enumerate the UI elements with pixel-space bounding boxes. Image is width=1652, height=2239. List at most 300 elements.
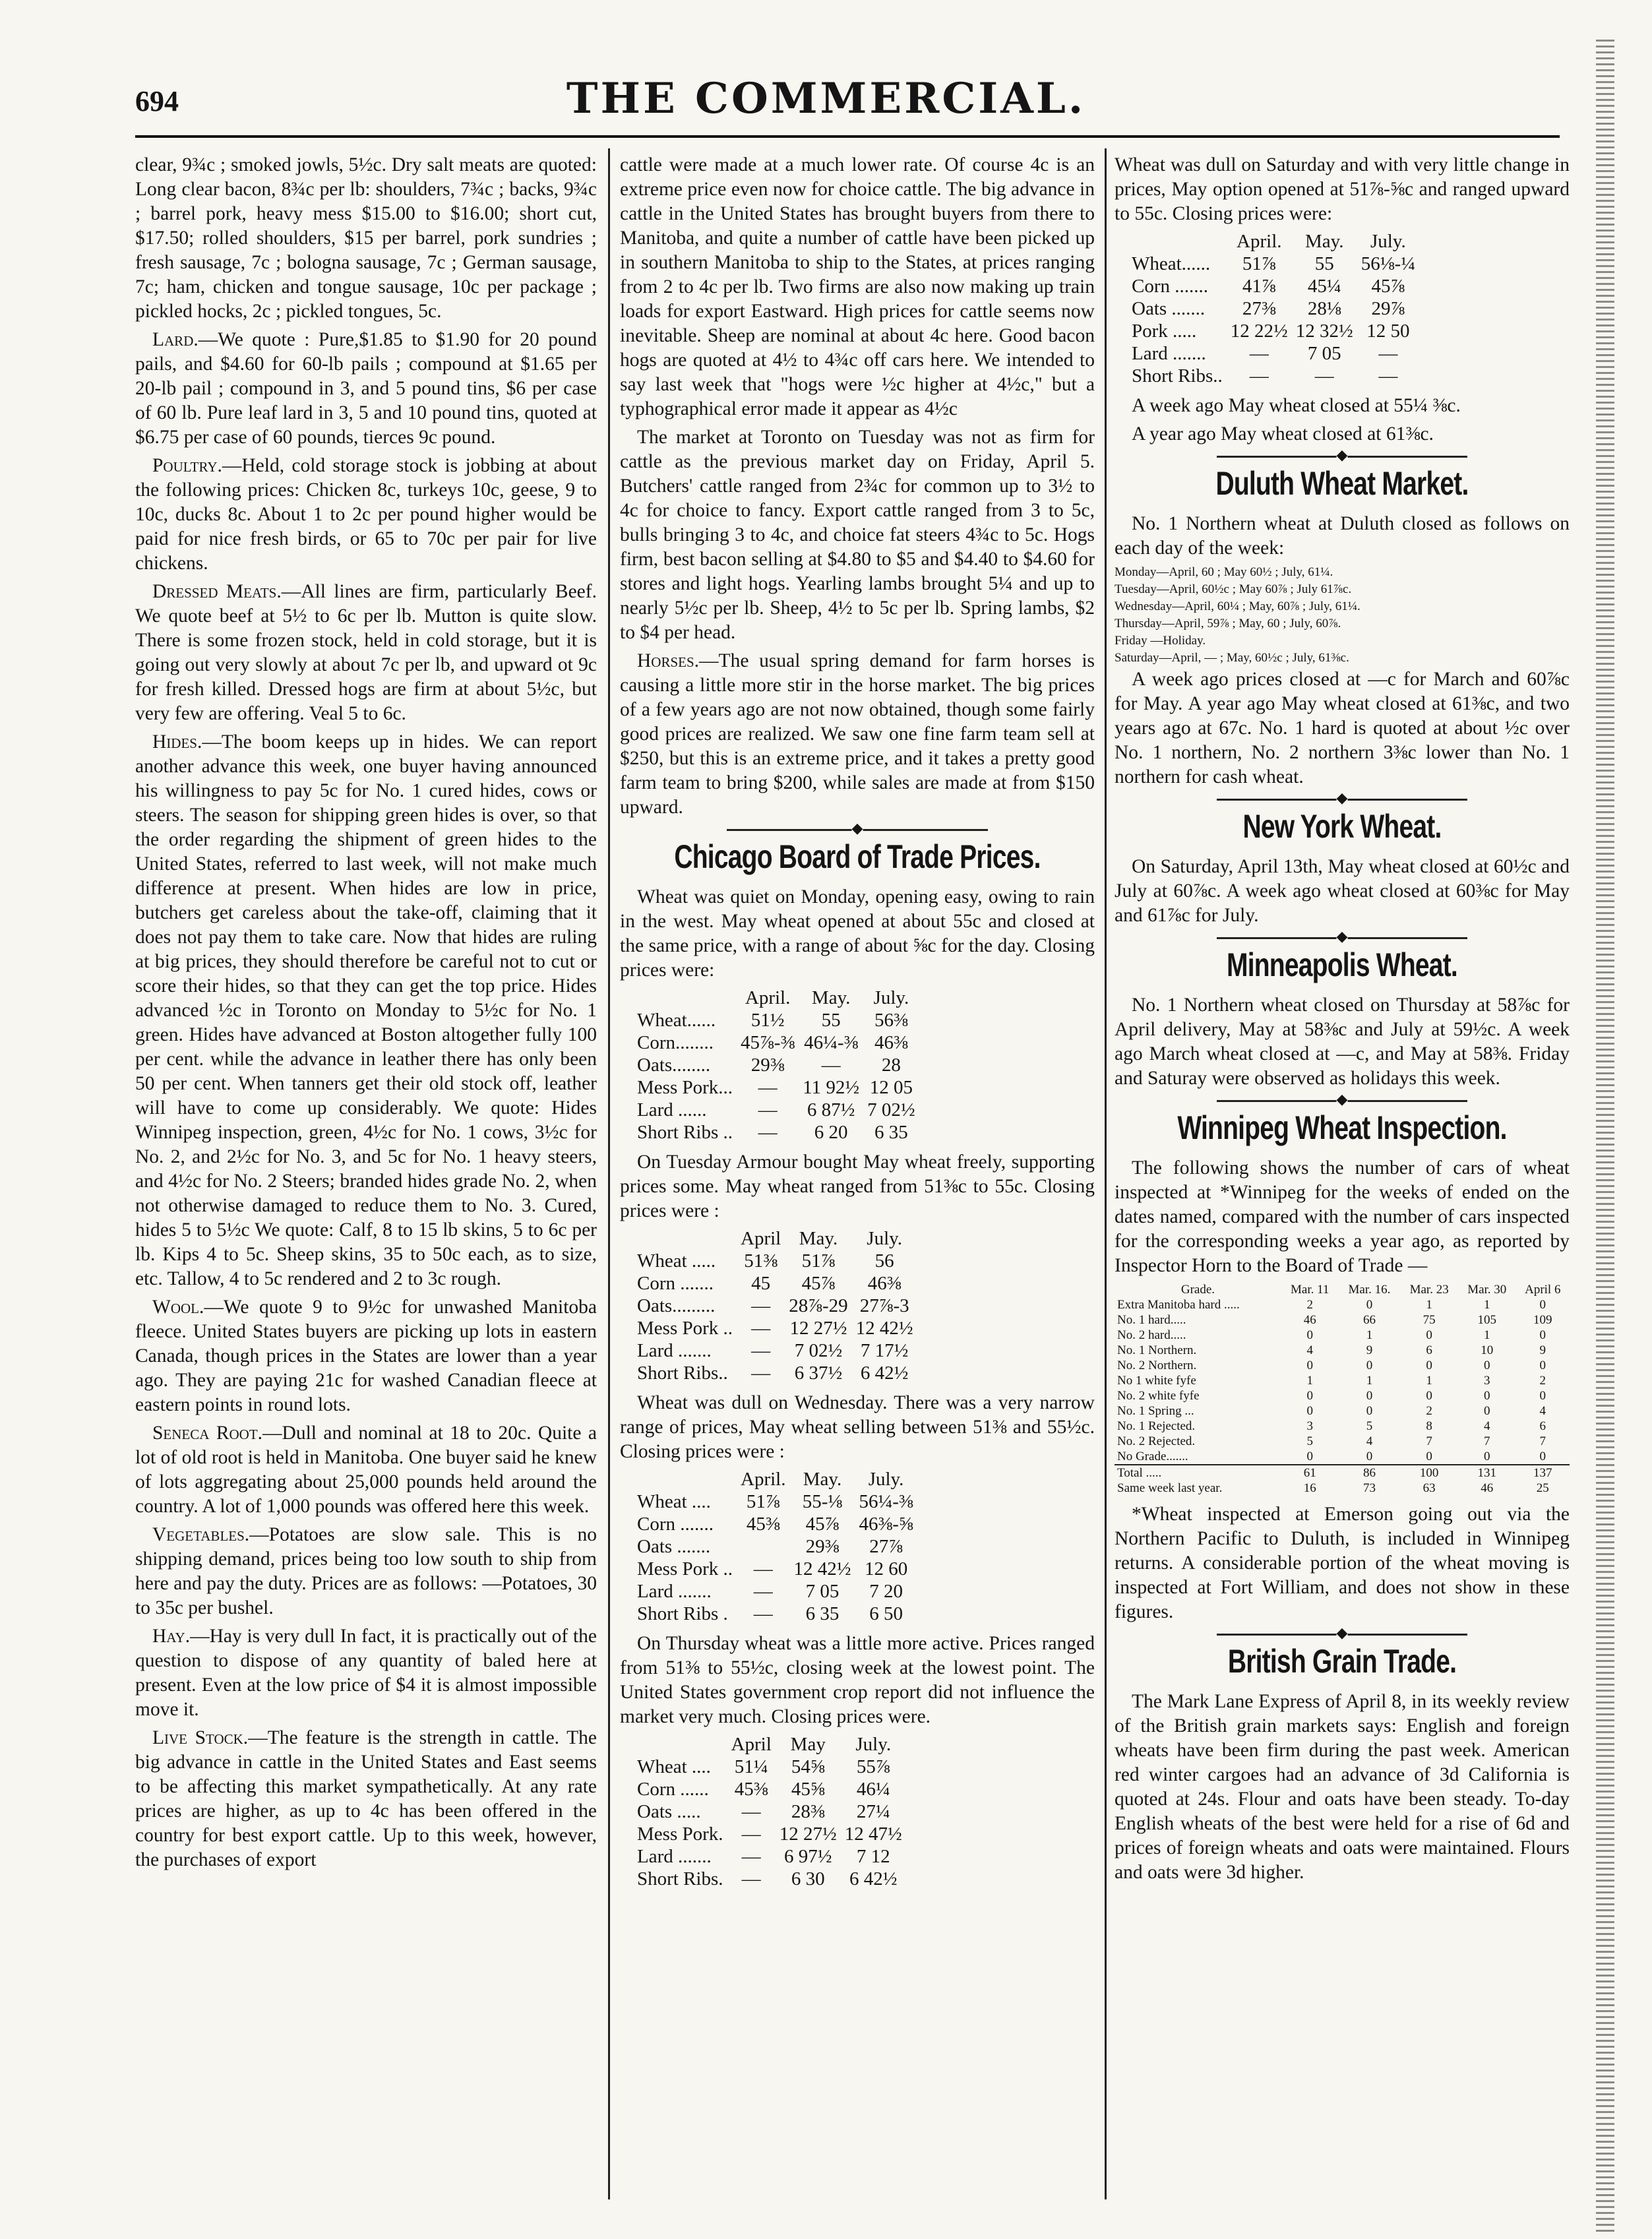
price-cell: — xyxy=(741,1801,761,1822)
commodity-label: Corn........ xyxy=(637,1032,714,1053)
grade-label: No. 1 Spring ... xyxy=(1117,1404,1194,1418)
price-cell: 51½ xyxy=(750,1010,785,1031)
column-header: July. xyxy=(868,1469,904,1490)
table-row xyxy=(637,1031,923,1054)
table-header-row xyxy=(637,987,923,1009)
table-row xyxy=(637,1362,921,1384)
column-header: July. xyxy=(1370,231,1406,252)
price-cell: — xyxy=(1378,365,1398,386)
price-cell: 46¼-⅜ xyxy=(804,1032,859,1053)
paragraph: On Tuesday Armour bought May wheat freely, supporting prices some. May wheat ranged from 51⅜c to 55c. Closing prices were : xyxy=(620,1151,1095,1221)
price-cell: 28⅜ xyxy=(791,1801,825,1822)
section-separator xyxy=(1217,456,1467,458)
price-cell: 6 87½ xyxy=(807,1099,855,1120)
price-cell: 56¼-⅜ xyxy=(859,1491,913,1512)
paragraph: A year ago May wheat closed at 61⅜c. xyxy=(1132,423,1434,445)
heading-british: British Grain Trade. xyxy=(1227,1643,1457,1680)
price-cell: 12 22½ xyxy=(1230,321,1288,342)
commodity-label: Mess Pork .. xyxy=(637,1318,733,1339)
price-cell: 6 37½ xyxy=(794,1363,843,1384)
price-cell: 45⅜ xyxy=(746,1514,780,1535)
column-header: Mar. 30 xyxy=(1467,1283,1507,1297)
price-cell: 7 05 xyxy=(1307,343,1341,364)
table-row xyxy=(637,1121,923,1144)
price-cell: 46⅜ xyxy=(874,1032,908,1053)
car-count: 3 xyxy=(1484,1374,1490,1388)
price-cell: 12 50 xyxy=(1366,321,1410,342)
table-row xyxy=(637,1317,921,1339)
car-count: 2 xyxy=(1306,1298,1313,1312)
car-count: 0 xyxy=(1306,1404,1313,1418)
commodity-label: Corn ....... xyxy=(1132,276,1208,297)
paragraph-poultry xyxy=(135,454,597,576)
grade-label: No. 2 Rejected. xyxy=(1117,1434,1196,1448)
table-row xyxy=(637,1868,910,1890)
section-separator xyxy=(1217,799,1467,801)
table-row xyxy=(1115,1465,1570,1481)
commodity-label: Lard ....... xyxy=(637,1846,712,1867)
car-count: 1 xyxy=(1366,1328,1373,1342)
price-table-saturday xyxy=(1132,230,1423,387)
price-cell: — xyxy=(821,1055,841,1076)
grade-label: Same week last year. xyxy=(1117,1481,1223,1495)
column-header: Mar. 23 xyxy=(1409,1283,1449,1297)
column-header xyxy=(637,1733,731,1756)
price-cell: 27⅜ xyxy=(1242,298,1276,319)
commodity-label: Short Ribs.. xyxy=(637,1363,728,1384)
table-row xyxy=(1115,1312,1570,1328)
table-row xyxy=(1115,1449,1570,1465)
price-table-thursday xyxy=(637,1733,910,1890)
column-divider xyxy=(1105,148,1107,2199)
commodity-label: Wheat ..... xyxy=(637,1250,716,1272)
paragraph-lard xyxy=(135,328,597,450)
column-header: May. xyxy=(803,1469,842,1490)
price-cell: 12 27½ xyxy=(779,1824,837,1845)
car-count: 0 xyxy=(1484,1359,1490,1372)
commodity-label: Short Ribs. xyxy=(637,1868,723,1889)
duluth-daily-list xyxy=(1115,565,1570,666)
car-count: 1 xyxy=(1426,1298,1432,1312)
car-count: 0 xyxy=(1426,1359,1432,1372)
table-row xyxy=(1115,1419,1570,1434)
paragraph-wool xyxy=(135,1295,597,1417)
column-header xyxy=(1132,230,1231,253)
car-count: 0 xyxy=(1539,1389,1546,1403)
price-cell: 27⅞ xyxy=(869,1536,903,1557)
column-header: May. xyxy=(799,1228,838,1249)
paragraph-seneca-root xyxy=(135,1421,597,1519)
price-cell: 56⅛-¼ xyxy=(1361,253,1415,274)
car-count: 6 xyxy=(1539,1419,1546,1433)
car-count: 5 xyxy=(1366,1419,1373,1433)
car-count: 0 xyxy=(1366,1404,1373,1418)
lead-in: Hay. xyxy=(152,1626,191,1647)
paragraph: The Mark Lane Express of April 8, in its weekly review of the British grain markets says: English and foreign wheats have been firm during the past week. American red winter cargoes had an advance of 3d California is quoted at 24s. Flour and oats have been steady. To-day English wheats of the best were held for a rise of 6d and prices of foreign wheats and oats were maintained. Flours and oats were 3d higher. xyxy=(1115,1691,1570,1883)
price-cell: 6 30 xyxy=(791,1868,825,1889)
table-row xyxy=(1115,1343,1570,1358)
column-header xyxy=(637,1468,741,1490)
paragraph-text: —The boom keeps up in hides. We can report another advance this week, one buyer having announced his willingness to pay 5c for No. 1 cured hides, cows or steers. The season for shipping green hides is over, so that the order regarding the shipment of green hides to the United States, referred to last week, will not make much difference at present. When hides are low in price, butchers get careless about the take-off, claiming that it does not pay them to take care. Now that hides are ruling at big prices, they should therefore be careful not to cut or score their hides, so that they can get the top price. Hides advanced ½c in Toronto on Monday to 5½c for No. 1 green. Hides have advanced at Boston altogether fully 100 per cent. while the advance in leather there has only been 50 per cent. When tanners get their old stock off, leather will have to come up considerably. We quote: Hides Winnipeg inspection, green, 4½c for No. 1 cows, 3½c for No. 2, and 2½c for No. 3, and 5c for No. 1 heavy steers, and 4½c for No. 2 Steers; branded hides grade No. 2, when not otherwise damaged to reduce them to No. 3. Cured, hides 5 to 5½c We quote: Calf, 8 to 15 lb skins, 5 to 6c per lb. Kips 4 to 5c. Sheep skins, 35 to 50c each, as to size, etc. Tallow, 4 to 5c rendered and 2 to 3c rough. xyxy=(135,731,597,1289)
price-cell: 7 02½ xyxy=(794,1340,843,1361)
lead-in: Hides. xyxy=(152,731,202,752)
heading-new-york: New York Wheat. xyxy=(1242,808,1442,845)
commodity-label: Oats ....... xyxy=(637,1536,711,1557)
heading-chicago: Chicago Board of Trade Prices. xyxy=(674,838,1041,875)
car-count: 4 xyxy=(1366,1434,1373,1448)
grade-label: No. 2 white fyfe xyxy=(1117,1389,1200,1403)
table-row xyxy=(1115,1388,1570,1403)
car-count: 7 xyxy=(1539,1434,1546,1448)
car-count: 6 xyxy=(1426,1343,1432,1357)
car-count: 5 xyxy=(1306,1434,1313,1448)
price-cell: — xyxy=(751,1363,771,1384)
price-cell: 55 xyxy=(1314,253,1334,274)
commodity-label: Lard ...... xyxy=(637,1099,707,1120)
price-cell xyxy=(741,1535,793,1558)
car-count: 7 xyxy=(1426,1434,1432,1448)
price-cell: 27⅞-3 xyxy=(859,1295,909,1316)
price-cell: 45⅞ xyxy=(805,1514,840,1535)
table-row xyxy=(637,1513,921,1535)
column-header: April xyxy=(731,1734,772,1755)
car-count: 0 xyxy=(1366,1359,1373,1372)
top-rule xyxy=(135,135,1560,138)
paragraph: The market at Toronto on Tuesday was not as firm for cattle as the previous market day on Friday, April 5. Butchers' cattle ranged from 2¾c for common up to 3½ to 4c for choice to fancy. Export cattle ranged from 3 to 5c, bulls bringing 3 to 4c, and choice fat steers 4¾c to 5c. Hogs firm, best bacon selling at $4.80 to $5 and $4.40 to $4.60 for stores and light hogs. Yearling lambs brought 5¼ and up to nearly 5½c per lb. Sheep, 4½ to 5c per lb. Spring lambs, $2 to $4 per head. xyxy=(620,427,1095,643)
price-cell: 6 50 xyxy=(869,1603,903,1624)
lead-in: Wool. xyxy=(152,1297,204,1318)
car-count: 63 xyxy=(1423,1481,1436,1495)
price-cell: 7 05 xyxy=(805,1581,840,1602)
table-row xyxy=(637,1009,923,1031)
price-cell: — xyxy=(753,1581,773,1602)
column-header: April. xyxy=(741,1469,786,1490)
grade-label: No. 1 Rejected. xyxy=(1117,1419,1196,1433)
price-cell: 29⅜ xyxy=(805,1536,840,1557)
price-cell: 12 32½ xyxy=(1295,321,1353,342)
table-row xyxy=(637,1099,923,1121)
commodity-label: Short Ribs .. xyxy=(637,1122,733,1143)
commodity-label: Wheat...... xyxy=(637,1010,716,1031)
price-cell: 6 35 xyxy=(805,1603,840,1624)
commodity-label: Lard ....... xyxy=(637,1581,712,1602)
lead-in: Live Stock. xyxy=(152,1727,249,1748)
section-separator xyxy=(1217,1634,1467,1636)
table-row xyxy=(1115,1403,1570,1419)
column-2 xyxy=(620,153,1095,2197)
price-cell: 46⅜-⅝ xyxy=(859,1514,913,1535)
section-separator xyxy=(1217,1100,1467,1102)
paragraph-text: —All lines are firm, particularly Beef. We quote beef at 5½ to 6c per lb. Mutton is quite slow. There is some frozen stock, held in cold storage, but it is going out very slowly at about 7c per lb, and upward ot 9c for fresh killed. Dressed hogs are firm at about 5½c, but very few are offering. Veal 5 to 6c. xyxy=(135,581,597,724)
car-count: 0 xyxy=(1484,1450,1490,1463)
car-count: 0 xyxy=(1426,1328,1432,1342)
column-header: Mar. 11 xyxy=(1291,1283,1330,1297)
car-count: 0 xyxy=(1484,1404,1490,1418)
column-header: April 6 xyxy=(1525,1283,1561,1297)
inspection-table xyxy=(1115,1282,1570,1496)
price-cell: 41⅞ xyxy=(1242,276,1276,297)
price-table-tuesday xyxy=(637,1227,921,1384)
section-separator xyxy=(1217,937,1467,939)
commodity-label: Oats ....... xyxy=(1132,298,1206,319)
table-header-row xyxy=(1115,1282,1570,1297)
car-count: 9 xyxy=(1366,1343,1373,1357)
paragraph-text: —We quote 9 to 9½c for unwashed Manitoba fleece. United States buyers are picking up lots in eastern Canada, though prices in the States are lower than a year ago. They are paying 21c for washed Canadian fleece at eastern points in round lots. xyxy=(135,1297,597,1415)
car-count: 10 xyxy=(1481,1343,1494,1357)
car-count: 1 xyxy=(1426,1374,1432,1388)
price-cell: 29⅞ xyxy=(1371,298,1405,319)
paragraph: No. 1 Northern wheat closed on Thursday at 58⅞c for April delivery, May at 58⅜c and July at 59½c. A week ago March wheat closed at —c, and May at 58⅜. Friday and Saturay were observed as holidays this week. xyxy=(1115,995,1570,1089)
grade-label: No. 2 Northern. xyxy=(1117,1359,1197,1372)
car-count: 0 xyxy=(1306,1389,1313,1403)
car-count: 0 xyxy=(1366,1389,1373,1403)
price-cell: 6 20 xyxy=(814,1122,848,1143)
car-count: 0 xyxy=(1306,1359,1313,1372)
car-count: 0 xyxy=(1426,1389,1432,1403)
price-cell: 56⅜ xyxy=(874,1010,908,1031)
heading-duluth: Duluth Wheat Market. xyxy=(1215,465,1469,502)
grade-label: No Grade....... xyxy=(1117,1450,1188,1463)
price-cell: 45 xyxy=(751,1273,771,1294)
paragraph: Wheat was dull on Wednesday. There was a very narrow range of prices, May wheat selling between 51⅜ and 55½c. Closing prices were : xyxy=(620,1392,1095,1462)
price-cell: — xyxy=(1314,365,1334,386)
price-cell: 7 20 xyxy=(869,1581,903,1602)
price-cell: 45¼ xyxy=(1307,276,1341,297)
price-cell: 45⅞ xyxy=(801,1273,836,1294)
price-cell: 12 05 xyxy=(869,1077,913,1098)
car-count: 1 xyxy=(1306,1374,1313,1388)
price-table-wednesday xyxy=(637,1468,921,1625)
price-cell: 45⅞-⅜ xyxy=(741,1032,795,1053)
car-count: 1 xyxy=(1484,1298,1490,1312)
commodity-label: Corn ...... xyxy=(637,1779,709,1800)
price-cell: — xyxy=(741,1824,761,1845)
price-cell: — xyxy=(751,1318,771,1339)
car-count: 1 xyxy=(1366,1374,1373,1388)
price-cell: 45⅝ xyxy=(791,1779,825,1800)
table-row xyxy=(637,1823,910,1845)
car-count: 4 xyxy=(1539,1404,1546,1418)
table-row xyxy=(637,1250,921,1272)
price-cell: 28⅞-29 xyxy=(789,1295,848,1316)
commodity-label: Wheat .... xyxy=(637,1756,711,1777)
price-cell: 55-⅛ xyxy=(802,1491,843,1512)
paragraph: The following shows the number of cars of wheat inspected at *Winnipeg for the weeks of ended on the dates named, compared with the number of cars inspected for the corresponding weeks a year ago, as reported by Inspector Horn to the Board of Trade — xyxy=(1115,1157,1570,1276)
car-count: 73 xyxy=(1362,1481,1376,1495)
table-header-row xyxy=(1132,230,1423,253)
price-cell: 45⅞ xyxy=(1371,276,1405,297)
paragraph-text: —The feature is the strength in cattle. The big advance in cattle in the United States and East seems to be affecting this market sympathetically. At any rate prices are higher, as up to 4c has been offered in the country for best export cattle. Up to this week, however, the purchases of export xyxy=(135,1727,597,1870)
lead-in: Seneca Root. xyxy=(152,1423,263,1444)
price-cell: 55 xyxy=(821,1010,841,1031)
table-row xyxy=(1115,1358,1570,1373)
price-cell: — xyxy=(758,1077,778,1098)
page-edge xyxy=(1596,40,1614,2236)
table-row xyxy=(637,1272,921,1295)
masthead: THE COMMERCIAL. xyxy=(566,74,1086,123)
car-count: 46 xyxy=(1303,1313,1316,1327)
column-header: April. xyxy=(745,987,791,1008)
table-header-row xyxy=(637,1733,910,1756)
lead-in: Horses. xyxy=(637,650,700,671)
car-count: 4 xyxy=(1306,1343,1313,1357)
table-row xyxy=(1115,1373,1570,1388)
lead-in: Dressed Meats. xyxy=(152,581,282,602)
table-row xyxy=(637,1756,910,1778)
paragraph: On Saturday, April 13th, May wheat closed at 60½c and July at 60⅞c. A week ago wheat closed at 60⅜c for May and 61⅞c for July. xyxy=(1115,856,1570,926)
price-cell: — xyxy=(1378,343,1398,364)
car-count: 66 xyxy=(1362,1313,1376,1327)
price-cell: 12 60 xyxy=(864,1558,908,1580)
price-cell: 45⅜ xyxy=(734,1779,768,1800)
car-count: 16 xyxy=(1303,1481,1316,1495)
price-cell: 54⅝ xyxy=(791,1756,825,1777)
price-cell: 28 xyxy=(881,1055,901,1076)
column-header xyxy=(637,1227,741,1250)
commodity-label: Mess Pork... xyxy=(637,1077,733,1098)
column-header: April xyxy=(741,1228,781,1249)
column-header: Mar. 16. xyxy=(1348,1283,1391,1297)
table-row xyxy=(637,1490,921,1513)
price-cell: 51⅞ xyxy=(1242,253,1276,274)
car-count: 9 xyxy=(1539,1343,1546,1357)
table-row xyxy=(637,1535,921,1558)
price-cell: 6 97½ xyxy=(784,1846,832,1867)
car-count: 0 xyxy=(1366,1450,1373,1463)
car-count: 137 xyxy=(1516,1465,1570,1481)
price-cell: — xyxy=(753,1558,773,1580)
price-cell: 7 12 xyxy=(856,1846,890,1867)
grade-label: No 1 white fyfe xyxy=(1117,1374,1196,1388)
price-cell: 29⅜ xyxy=(750,1055,785,1076)
commodity-label: Mess Pork. xyxy=(637,1824,723,1845)
paragraph-text: —The usual spring demand for farm horses is causing a little more stir in the horse market. The big prices of a few years ago are not now obtained, though some fairly good prices are realized. We saw one fine farm team sell at $250, but this is an extreme price, and it takes a pretty good farm team to bring $200, while sales are made at from $150 upward. xyxy=(620,650,1095,818)
car-count: 0 xyxy=(1366,1298,1373,1312)
paragraph-text: —Potatoes are slow sale. This is no shipping demand, prices being too low south to ship from here and pay the duty. Prices are as follows: —Potatoes, 30 to 35c per bushel. xyxy=(135,1524,597,1618)
car-count: 0 xyxy=(1539,1359,1546,1372)
column-header: July. xyxy=(855,1734,892,1755)
paragraph-text: —We quote : Pure,$1.85 to $1.90 for 20 pound pails, and $4.60 for 60-lb pails ; compound at $1.65 per 20-lb pail ; compound in 3, and 5 pound tins, $6 per case of 60 lb. Pure leaf lard in 3, 5 and 10 pound tins, quoted at $6.75 per case of 60 pounds, tierces 9c pound. xyxy=(135,329,597,448)
table-row xyxy=(637,1845,910,1868)
commodity-label: Short Ribs.. xyxy=(1132,365,1223,386)
price-cell: — xyxy=(751,1295,771,1316)
paragraph-hay xyxy=(135,1624,597,1722)
column-header: July. xyxy=(873,987,909,1008)
duluth-day: Wednesday—April, 60¼ ; May, 60⅞ ; July, 61¼. xyxy=(1115,599,1361,613)
car-count: 4 xyxy=(1484,1419,1490,1433)
car-count: 109 xyxy=(1533,1313,1552,1327)
car-count: 0 xyxy=(1539,1450,1546,1463)
price-cell: 6 42½ xyxy=(849,1868,898,1889)
table-row xyxy=(1132,365,1423,387)
section-separator xyxy=(727,829,988,831)
table-header-row xyxy=(637,1227,921,1250)
paragraph: No. 1 Northern wheat at Duluth closed as follows on each day of the week: xyxy=(1115,513,1570,559)
paragraph: A week ago prices closed at —c for March and 60⅞c for May. A year ago May wheat closed at 61⅜c, and two years ago at 67c. No. 1 hard is quoted at about ½c over No. 1 northern, No. 2 northern 3⅜c lower than No. 1 northern for cash wheat. xyxy=(1115,669,1570,787)
grade-label: No. 1 hard..... xyxy=(1117,1313,1186,1327)
car-count: 2 xyxy=(1539,1374,1546,1388)
commodity-label: Wheat...... xyxy=(1132,253,1211,274)
car-count: 2 xyxy=(1426,1404,1432,1418)
car-count: 105 xyxy=(1477,1313,1496,1327)
grade-label: No. 1 Northern. xyxy=(1117,1343,1197,1357)
price-cell: 7 02½ xyxy=(867,1099,915,1120)
paragraph: *Wheat inspected at Emerson going out via the Northern Pacific to Duluth, is included in Winnipeg returns. A considerable portion of the wheat moving is inspected at Fort William, and does not show in these figures. xyxy=(1115,1504,1570,1622)
table-row xyxy=(637,1295,921,1317)
car-count: 7 xyxy=(1484,1434,1490,1448)
commodity-label: Corn ....... xyxy=(637,1273,714,1294)
duluth-day: Saturday—April, — ; May, 60½c ; July, 61⅜c. xyxy=(1115,651,1349,665)
table-row xyxy=(1132,320,1423,342)
car-count: 25 xyxy=(1536,1481,1549,1495)
price-cell: — xyxy=(1249,343,1269,364)
heading-winnipeg: Winnipeg Wheat Inspection. xyxy=(1177,1109,1507,1146)
price-cell: — xyxy=(751,1340,771,1361)
table-row xyxy=(637,1076,923,1099)
price-cell: 51⅜ xyxy=(744,1250,778,1272)
grade-label: No. 2 hard..... xyxy=(1117,1328,1186,1342)
commodity-label: Lard ....... xyxy=(1132,343,1206,364)
price-cell: 56 xyxy=(874,1250,894,1272)
price-cell: 51¼ xyxy=(734,1756,768,1777)
column-header: April. xyxy=(1237,231,1282,252)
column-divider xyxy=(608,148,610,2199)
commodity-label: Corn ....... xyxy=(637,1514,714,1535)
duluth-day: Friday —Holiday. xyxy=(1115,634,1206,648)
price-cell: 6 35 xyxy=(874,1122,908,1143)
table-row xyxy=(1115,1297,1570,1312)
car-count: 61 xyxy=(1281,1465,1339,1481)
price-cell: 27¼ xyxy=(856,1801,890,1822)
heading-minneapolis: Minneapolis Wheat. xyxy=(1226,946,1457,983)
car-count: 0 xyxy=(1306,1450,1313,1463)
price-cell: — xyxy=(741,1846,761,1867)
price-cell: — xyxy=(758,1099,778,1120)
price-cell: 12 42½ xyxy=(793,1558,851,1580)
paragraph-dressed-meats xyxy=(135,580,597,726)
car-count: 1 xyxy=(1484,1328,1490,1342)
paragraph-text: —Held, cold storage stock is jobbing at about the following prices: Chicken 8c, turkeys 10c, geese, 9 to 10c, ducks 8c. About 1 to 2c per pound higher would be paid for nice fresh birds, or 65 to 70c per pair for live chickens. xyxy=(135,455,597,574)
car-count: 3 xyxy=(1306,1419,1313,1433)
table-row xyxy=(637,1603,921,1625)
paragraph-hides xyxy=(135,730,597,1291)
car-count: 100 xyxy=(1400,1465,1458,1481)
table-row xyxy=(637,1580,921,1603)
table-row xyxy=(1132,297,1423,320)
price-cell: — xyxy=(1249,365,1269,386)
column-header: July. xyxy=(867,1228,903,1249)
paragraph: cattle were made at a much lower rate. Of course 4c is an extreme price even now for choice cattle. The big advance in cattle in the United States has brought buyers from there to Manitoba, and quite a number of cattle have been picked up in southern Manitoba to ship to the States, at prices ranging from 2 to 4c per lb. Two firms are also now making up train loads for export Eastward. High prices for cattle seems now inevitable. Sheep are nominal at about 4c here. Good bacon hogs are quoted at 4½ to 4¾c off cars here. We intended to say last week that "hogs were ½c higher at 4½c," but a typhographical error made it appear as 4½c xyxy=(620,154,1095,419)
price-cell: 11 92½ xyxy=(803,1077,860,1098)
price-cell: 6 42½ xyxy=(860,1363,909,1384)
table-row xyxy=(1132,253,1423,275)
car-count: 46 xyxy=(1481,1481,1494,1495)
table-row xyxy=(1115,1328,1570,1343)
price-cell: 12 47½ xyxy=(844,1824,902,1845)
table-row xyxy=(1115,1434,1570,1449)
table-row xyxy=(637,1339,921,1362)
column-header: Grade. xyxy=(1180,1283,1215,1297)
price-cell: 28⅛ xyxy=(1307,298,1341,319)
car-count: 131 xyxy=(1458,1465,1516,1481)
paragraph: Wheat was quiet on Monday, opening easy, owing to rain in the west. May wheat opened at about 55c and closed at the same price, with a range of about ⅝c for the day. Closing prices were: xyxy=(620,886,1095,981)
paragraph: On Thursday wheat was a little more active. Prices ranged from 51⅜ to 55½c, closing week at the lowest point. The United States government crop report did not influence the market very much. Closing prices were. xyxy=(620,1633,1095,1727)
commodity-label: Pork ..... xyxy=(1132,321,1197,342)
grade-label: Extra Manitoba hard ..... xyxy=(1117,1298,1240,1312)
column-header: May. xyxy=(1305,231,1344,252)
column-header xyxy=(637,987,741,1009)
duluth-day: Monday—April, 60 ; May 60½ ; July, 61¼. xyxy=(1115,565,1333,579)
